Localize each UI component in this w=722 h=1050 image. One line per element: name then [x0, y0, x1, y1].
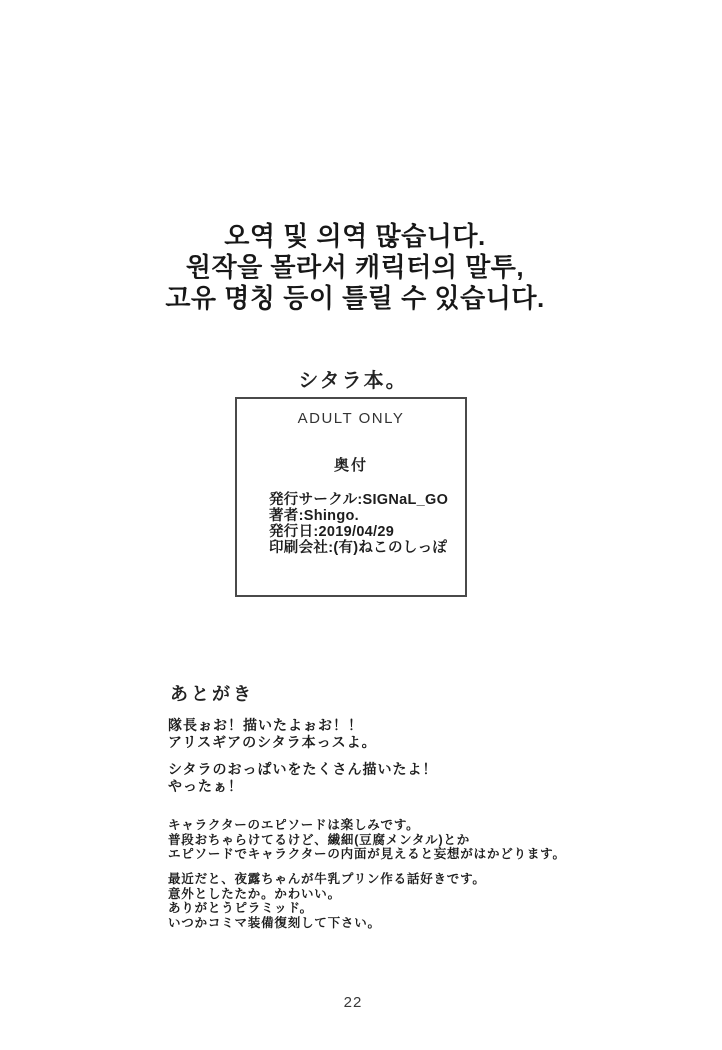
adult-only-label: ADULT ONLY — [297, 410, 405, 427]
colophon-details — [269, 492, 465, 556]
afterword-line: エピソードでキャラクターの内面が見えると妄想がはかどります。 — [168, 847, 566, 861]
colophon-circle-line: 発行サークル:SIGNaL_GO — [269, 492, 449, 508]
afterword-line: 意外としたたか。かわいい。 — [168, 886, 341, 901]
afterword-line: ありがとうピラミッド。 — [168, 901, 313, 915]
afterword-line: いつかコミマ装備復刻して下さい。 — [168, 915, 381, 930]
afterword-paragraph — [168, 872, 486, 930]
colophon-printer-line: 印刷会社:(有)ねこのしっぽ — [269, 540, 448, 556]
notice-line: 오역 및 의역 많습니다. — [224, 221, 486, 251]
afterword-line: 隊長ぉお！描いたよぉお！！ — [168, 717, 363, 733]
afterword-line: やったぁ！ — [168, 777, 243, 794]
afterword-paragraph — [168, 818, 566, 862]
afterword-line: アリスギアのシタラ本っスよ。 — [168, 733, 377, 750]
translation-notice — [0, 221, 710, 314]
notice-line: 고유 명칭 등이 틀릴 수 있습니다. — [165, 283, 545, 313]
colophon-author-line: 著者:Shingo. — [269, 508, 359, 524]
afterword-heading: あとがき — [170, 684, 254, 704]
afterword-line: キャラクターのエピソードは楽しみです。 — [168, 818, 420, 832]
page-number: 22 — [343, 994, 363, 1011]
afterword-paragraph — [168, 717, 377, 750]
afterword-line: 最近だと、夜露ちゃんが牛乳プリン作る話好きです。 — [168, 872, 486, 886]
colophon-date-line: 発行日:2019/04/29 — [269, 524, 395, 540]
notice-line: 원작을 몰라서 캐릭터의 말투, — [185, 252, 525, 282]
afterword-line: シタラのおっぱいをたくさん描いたよ！ — [168, 761, 438, 777]
afterword-paragraph — [168, 761, 437, 794]
afterword-line: 普段おちゃらけてるけど、繊細(豆腐メンタル)とか — [168, 832, 471, 847]
colophon-box — [235, 397, 467, 597]
colophon-heading: 奥付 — [333, 457, 368, 474]
book-title: シタラ本。 — [298, 370, 408, 392]
